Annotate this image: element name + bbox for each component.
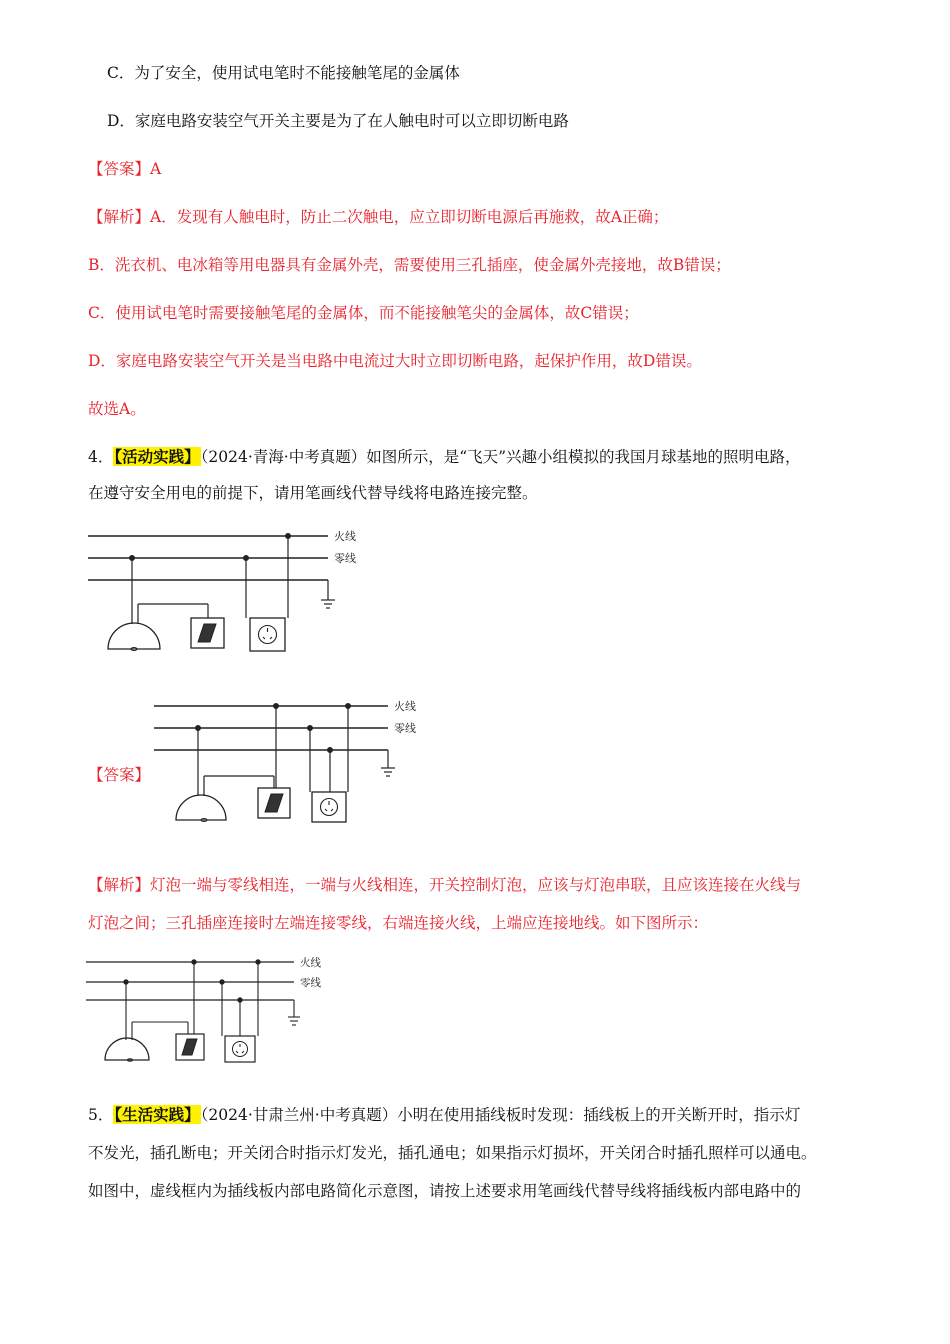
q4-stem-1: 如图所示，是“飞天”兴趣小组模拟的我国月球基地的照明电路， bbox=[366, 448, 801, 466]
option-c: C．为了安全，使用试电笔时不能接触笔尾的金属体 bbox=[107, 64, 460, 82]
answer-value: A bbox=[150, 160, 162, 178]
q5-source: （2024·甘肃兰州·中考真题） bbox=[200, 1106, 398, 1124]
answer-circuit-figure bbox=[146, 694, 436, 829]
answer-neutral-label: 零线 bbox=[394, 722, 416, 735]
q5-stem-2: 不发光，插孔断电；开关闭合时指示灯发光，插孔通电；如果指示灯损坏，开关闭合时插孔照样可以通电。 bbox=[88, 1144, 817, 1162]
q4-source: （2024·青海·中考真题） bbox=[200, 448, 367, 466]
q4-answer-label: 【答案】 bbox=[88, 766, 151, 784]
q4-tag: 【活动实践】 bbox=[114, 447, 200, 466]
analysis-c: C．使用试电笔时需要接触笔尾的金属体，而不能接触笔尖的金属体，故C错误； bbox=[88, 304, 639, 322]
q4-analysis-1: 灯泡一端与零线相连，一端与火线相连，开关控制灯泡，应该与灯泡串联，且应该连接在火线与 bbox=[150, 876, 802, 894]
analysis-label: 【解析】 bbox=[88, 208, 151, 226]
conclusion: 故选A。 bbox=[88, 400, 146, 418]
q5-tag: 【生活实践】 bbox=[114, 1105, 200, 1124]
q5-stem-line1 bbox=[88, 1104, 800, 1126]
q4-number: 4． bbox=[88, 448, 114, 466]
q4-stem-2: 在遵守安全用电的前提下，请用笔画线代替导线将电路连接完整。 bbox=[88, 484, 538, 502]
analysis-d: D．家庭电路安装空气开关是当电路中电流过大时立即切断电路，起保护作用，故D错误。 bbox=[88, 352, 702, 370]
earth-symbol bbox=[321, 580, 335, 608]
q4-analysis-line1 bbox=[88, 874, 801, 896]
q5-stem-3: 如图中，虚线框内为插线板内部电路简化示意图，请按上述要求用笔画线代替导线将插线板内部电路中的 bbox=[88, 1182, 802, 1200]
q5-number: 5． bbox=[88, 1106, 114, 1124]
answer-live-label: 火线 bbox=[394, 700, 416, 713]
analysis-b: B．洗衣机、电冰箱等用电器具有金属外壳，需要使用三孔插座，使金属外壳接地，故B错误； bbox=[88, 256, 731, 274]
socket-icon bbox=[250, 618, 285, 651]
analysis-live-label: 火线 bbox=[300, 957, 321, 969]
lamp-icon bbox=[105, 1038, 149, 1060]
socket-icon bbox=[312, 792, 346, 822]
earth-symbol bbox=[288, 1000, 300, 1025]
earth-symbol bbox=[381, 750, 395, 776]
analysis-a: A．发现有人触电时，防止二次触电，应立即切断电源后再施救，故A正确； bbox=[150, 208, 669, 226]
neutral-label: 零线 bbox=[334, 552, 356, 565]
analysis-neutral-label: 零线 bbox=[300, 977, 321, 989]
socket-icon bbox=[225, 1036, 255, 1062]
answer-line bbox=[88, 158, 161, 180]
analysis-a-line bbox=[88, 206, 668, 228]
live-label: 火线 bbox=[334, 530, 356, 543]
analysis-circuit-figure bbox=[80, 950, 340, 1070]
lamp-icon bbox=[108, 623, 160, 649]
q4-analysis-label: 【解析】 bbox=[88, 876, 151, 894]
question-circuit-figure bbox=[80, 524, 380, 659]
lamp-icon bbox=[176, 795, 226, 820]
option-d: D．家庭电路安装空气开关主要是为了在人触电时可以立即切断电路 bbox=[107, 112, 569, 130]
q4-analysis-2: 灯泡之间；三孔插座连接时左端连接零线，右端连接火线，上端应连接地线。如下图所示： bbox=[88, 914, 709, 932]
answer-label: 【答案】 bbox=[88, 160, 151, 178]
q5-stem-1: 小明在使用插线板时发现：插线板上的开关断开时，指示灯 bbox=[397, 1106, 801, 1124]
q4-stem-line1 bbox=[88, 446, 801, 468]
